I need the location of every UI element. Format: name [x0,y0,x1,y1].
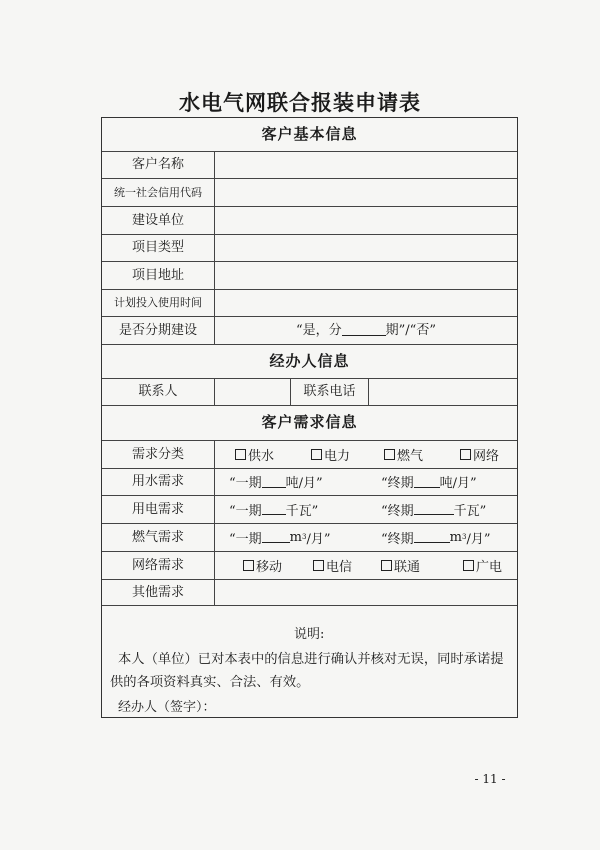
gas-need-label: 燃气需求 [131,529,184,545]
contact-phone-label: 联系电话 [303,384,356,399]
notes-heading: 说明: [294,627,325,642]
gas-first-phase[interactable]: “一期 m 3 /月” [229,529,331,547]
construction-unit-label: 建设单位 [131,212,184,228]
other-need-field[interactable] [215,579,517,605]
section-customer-basic-info: 客户基本信息 [261,125,358,143]
notes-line-1: 本人（单位）已对本表中的信息进行确认并核对无误，同时承诺提 [118,652,504,667]
category-option-water[interactable]: 供水 [235,440,274,468]
customer-name-field[interactable] [215,151,517,178]
section-customer-needs: 客户需求信息 [261,413,358,431]
category-option-network[interactable]: 网络 [460,440,499,468]
power-first-phase[interactable]: “一期 千瓦” [229,503,319,519]
checkbox-icon [381,560,392,571]
project-type-label: 项目类型 [131,240,184,255]
power-need-field [215,495,517,523]
phased-construction-field[interactable] [215,316,517,344]
phase-count-blank[interactable] [342,324,386,336]
planned-use-time-field[interactable] [215,289,517,316]
construction-unit-field[interactable] [215,206,517,234]
contact-person-field[interactable] [215,378,290,405]
need-category-label: 需求分类 [131,446,184,462]
project-type-field[interactable] [215,234,517,261]
checkbox-icon [311,449,322,460]
credit-code-field[interactable] [215,178,517,206]
project-address-label: 项目地址 [131,267,184,283]
phased-text-after: 期”/“否” [385,322,436,338]
checkbox-icon [235,449,246,460]
project-address-field[interactable] [215,261,517,289]
water-need-field [215,468,517,495]
checkbox-icon [460,449,471,460]
power-final-phase[interactable]: “终期 千瓦” [381,503,487,519]
checkbox-icon [313,560,324,571]
network-need-options [215,551,517,579]
water-need-label: 用水需求 [131,474,184,489]
planned-use-time-label: 计划投入使用时间 [114,296,202,309]
checkbox-icon [384,449,395,460]
power-need-label: 用电需求 [131,501,184,517]
water-first-phase[interactable]: “一期 吨/月” [229,476,323,491]
customer-name-label: 客户名称 [131,157,184,172]
network-need-label: 网络需求 [131,557,184,573]
form-title: 水电气网联合报装申请表 [179,90,421,115]
contact-person-label: 联系人 [138,384,178,399]
network-option-unicom[interactable]: 联通 [381,551,420,579]
signature-label: 经办人（签字）： [118,700,216,715]
phased-construction-label: 是否分期建设 [118,322,197,338]
need-category-options [215,440,517,468]
network-option-telecom[interactable]: 电信 [313,551,352,579]
gas-need-field [215,523,517,551]
contact-phone-field[interactable] [369,378,517,405]
water-final-phase[interactable]: “终期 吨/月” [381,476,477,491]
gas-final-phase[interactable]: “终期 m 3 /月” [381,529,491,547]
application-form [101,117,518,718]
category-option-power[interactable]: 电力 [311,440,350,468]
page-number: - 11 - [474,772,506,786]
phased-text-before: “是，分 [296,322,342,338]
network-option-mobile[interactable]: 移动 [243,551,282,579]
credit-code-label: 统一社会信用代码 [114,185,202,199]
notes-line-2: 供的各项资料真实、合法、有效。 [110,675,310,690]
network-option-broadcast[interactable]: 广电 [463,551,502,579]
checkbox-icon [243,560,254,571]
checkbox-icon [463,560,474,571]
category-option-gas[interactable]: 燃气 [384,440,423,468]
other-need-label: 其他需求 [131,584,184,600]
section-handler-info: 经办人信息 [269,351,350,370]
